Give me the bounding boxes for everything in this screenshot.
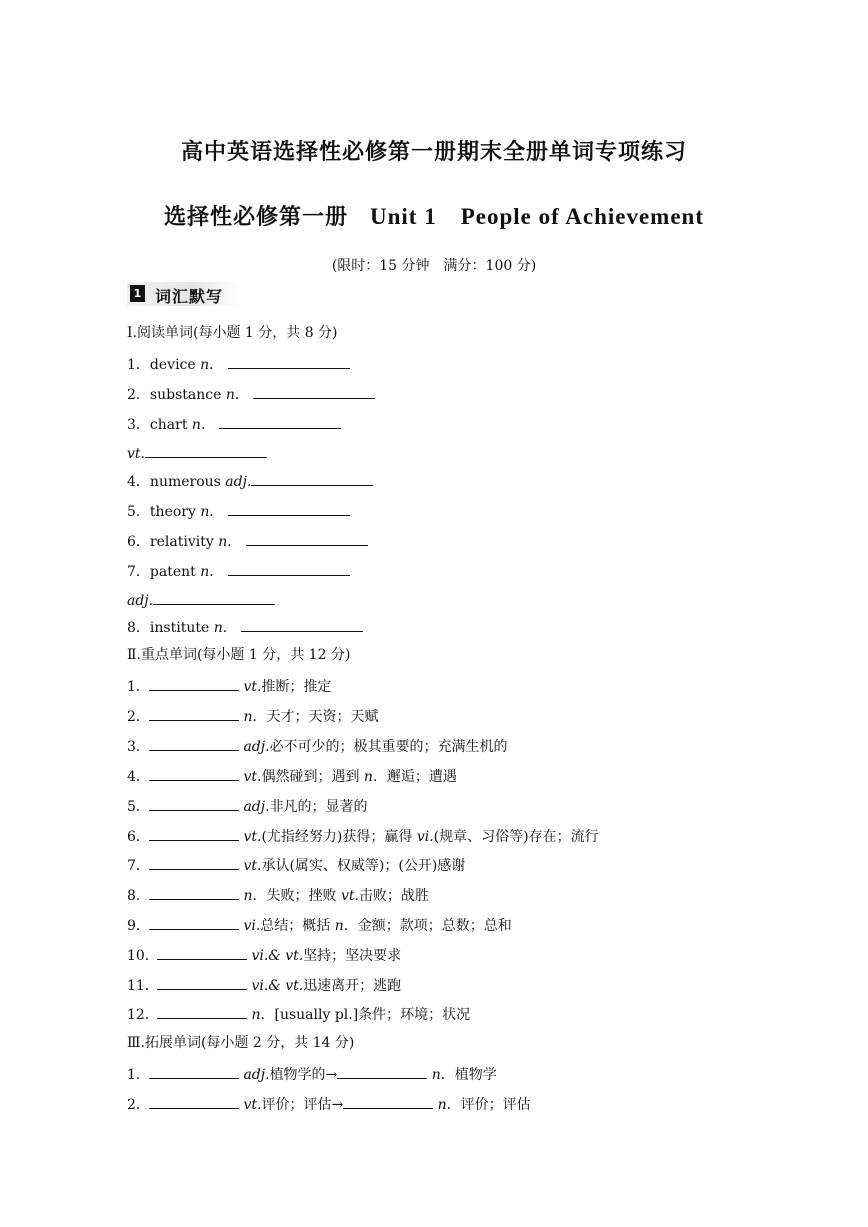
answer-blank[interactable] (228, 561, 350, 576)
item-number: 4． (127, 769, 150, 785)
item-definition: (尤指经努力)获得；赢得 (261, 829, 417, 845)
item-pos: vt. (243, 858, 262, 874)
part2-item (127, 975, 401, 995)
part1-item (127, 414, 341, 434)
item-number: 5． (127, 799, 150, 815)
item-definition: ．[usually pl.]条件；环境；状况 (260, 1007, 471, 1023)
item-definition: 坚持；坚决要求 (303, 948, 402, 964)
answer-blank[interactable] (228, 501, 350, 516)
part2-item (127, 796, 368, 816)
answer-blank[interactable] (149, 1094, 239, 1109)
item-definition: 非凡的；显著的 (269, 799, 368, 815)
part1-item (127, 531, 368, 551)
part1-item (127, 384, 375, 404)
item-pos: vt. (243, 769, 262, 785)
item-word: numerous (149, 474, 221, 490)
part1-item (127, 561, 350, 581)
section-banner (127, 282, 239, 306)
answer-blank[interactable] (343, 1094, 433, 1109)
item-definition: ．天才；天资；天赋 (252, 709, 379, 725)
item-word: chart (149, 417, 188, 433)
item-definition: 迅速离开；逃跑 (303, 978, 402, 994)
item-number: 1． (127, 679, 150, 695)
item-definition: 推断；推定 (261, 679, 332, 695)
item-pos: n (243, 709, 253, 725)
answer-blank[interactable] (149, 885, 239, 900)
answer-blank[interactable] (246, 531, 368, 546)
answer-blank[interactable] (153, 590, 275, 605)
item-definition: ．植物学 (440, 1067, 497, 1083)
item-pos: n (200, 564, 210, 580)
answer-blank[interactable] (241, 617, 363, 632)
item-definition: 击败；战胜 (358, 888, 429, 904)
item-pos: vi.& vt. (251, 978, 304, 994)
part2-item (127, 885, 429, 905)
answer-blank[interactable] (149, 1064, 239, 1079)
part3-item (127, 1064, 497, 1084)
part2-item (127, 1004, 470, 1024)
part1-item (127, 501, 350, 521)
item-definition: ．失败；挫败 (252, 888, 341, 904)
item-number: 6． (127, 534, 150, 550)
part2-item (127, 915, 512, 935)
item-pos: n (225, 387, 235, 403)
time-info: (限时：15 分钟 满分：100 分) (331, 258, 537, 274)
item-pos: n (200, 357, 210, 373)
item-pos: adj. (243, 799, 270, 815)
item-definition: 总结；概括 (260, 918, 335, 934)
item-pos: n (191, 417, 201, 433)
item-pos: vt. (127, 446, 145, 462)
part1-item (127, 471, 373, 491)
item-pos: adj. (243, 739, 270, 755)
item-word: relativity (149, 534, 214, 550)
item-pos: vi.& vt. (251, 948, 304, 964)
item-number: 4． (127, 474, 150, 490)
item-punct: ． (209, 504, 224, 520)
answer-blank[interactable] (149, 915, 239, 930)
item-definition: 植物学的→ (269, 1067, 338, 1083)
part3-heading: Ⅲ.拓展单词(每小题 2 分，共 14 分) (127, 1035, 355, 1051)
item-number: 10． (127, 948, 159, 964)
part1-item (127, 617, 363, 637)
item-pos: vt. (340, 888, 359, 904)
item-number: 11． (127, 978, 159, 994)
answer-blank[interactable] (149, 766, 239, 781)
item-number: 1． (127, 1067, 150, 1083)
item-pos: vt. (243, 1097, 262, 1113)
part2-item (127, 676, 331, 696)
item-definition: ．金额；款项；总数；总和 (343, 918, 512, 934)
part2-item (127, 826, 599, 846)
item-pos: n (363, 769, 373, 785)
answer-blank[interactable] (149, 826, 239, 841)
section-number-icon: 1 (130, 285, 145, 302)
answer-blank[interactable] (251, 471, 373, 486)
part1-item (127, 354, 350, 374)
part2-item (127, 945, 401, 965)
item-punct: ． (234, 387, 249, 403)
answer-blank[interactable] (149, 706, 239, 721)
item-number: 8． (127, 888, 150, 904)
item-number: 9． (127, 918, 150, 934)
item-pos: adj. (243, 1067, 270, 1083)
unit-title-en: Unit 1 People of Achievement (370, 204, 704, 229)
item-pos: adj. (225, 474, 252, 490)
item-number: 12． (127, 1007, 159, 1023)
item-number: 1． (127, 357, 150, 373)
item-definition: 必不可少的；极其重要的；充满生机的 (269, 739, 508, 755)
item-pos: n (251, 1007, 261, 1023)
item-number: 2． (127, 1097, 150, 1113)
answer-blank[interactable] (157, 1004, 247, 1019)
item-definition: 承认(属实、权威等)；(公开)感谢 (261, 858, 466, 874)
item-pos: vt. (243, 679, 262, 695)
item-number: 5． (127, 504, 150, 520)
item-definition: (规章、习俗等)存在；流行 (433, 829, 599, 845)
answer-blank[interactable] (157, 975, 247, 990)
answer-blank[interactable] (253, 384, 375, 399)
part2-item (127, 706, 378, 726)
item-definition: ．邂逅；遭遇 (372, 769, 457, 785)
item-word: device (149, 357, 196, 373)
item-pos: vi. (243, 918, 261, 934)
item-number: 3． (127, 739, 150, 755)
item-pos: n (213, 620, 223, 636)
part1-heading: Ⅰ.阅读单词(每小题 1 分，共 8 分) (127, 325, 338, 341)
item-pos: adj. (127, 593, 154, 609)
item-pos: n (431, 1067, 441, 1083)
answer-blank[interactable] (219, 414, 341, 429)
item-number: 2． (127, 387, 150, 403)
answer-blank[interactable] (337, 1064, 427, 1079)
item-number: 7． (127, 858, 150, 874)
part2-item (127, 766, 457, 786)
item-definition: 偶然碰到；遇到 (261, 769, 364, 785)
part1-item (127, 443, 267, 463)
item-number: 7． (127, 564, 150, 580)
item-pos: n (200, 504, 210, 520)
item-pos: vi. (416, 829, 434, 845)
part3-item (127, 1094, 531, 1114)
item-number: 8． (127, 620, 150, 636)
item-pos: n (218, 534, 228, 550)
item-punct: ． (209, 564, 224, 580)
item-pos: n (437, 1097, 447, 1113)
item-punct: ． (222, 620, 237, 636)
item-punct: ． (209, 357, 224, 373)
item-pos: n (334, 918, 344, 934)
part2-heading: Ⅱ.重点单词(每小题 1 分，共 12 分) (127, 647, 351, 663)
part2-item (127, 855, 465, 875)
item-word: institute (149, 620, 210, 636)
answer-blank[interactable] (157, 945, 247, 960)
unit-title (0, 198, 868, 231)
item-punct: ． (227, 534, 242, 550)
answer-blank[interactable] (149, 796, 239, 811)
section-heading: 词汇默写 (155, 287, 224, 306)
answer-blank[interactable] (149, 855, 239, 870)
answer-blank[interactable] (149, 736, 239, 751)
item-number: 3． (127, 417, 150, 433)
item-definition: 评价；评估→ (261, 1097, 344, 1113)
item-number: 6． (127, 829, 150, 845)
part2-item (127, 736, 508, 756)
answer-blank[interactable] (149, 676, 239, 691)
item-word: patent (149, 564, 196, 580)
item-pos: n (243, 888, 253, 904)
unit-title-cn: 选择性必修第一册 (164, 204, 349, 230)
item-definition: ．评价；评估 (446, 1097, 531, 1113)
item-pos: vt. (243, 829, 262, 845)
item-word: substance (149, 387, 222, 403)
item-punct: ． (200, 417, 215, 433)
part1-item (127, 590, 275, 610)
answer-blank[interactable] (228, 354, 350, 369)
answer-blank[interactable] (145, 443, 267, 458)
item-word: theory (149, 504, 196, 520)
item-number: 2． (127, 709, 150, 725)
page-title: 高中英语选择性必修第一册期末全册单词专项练习 (180, 139, 687, 165)
